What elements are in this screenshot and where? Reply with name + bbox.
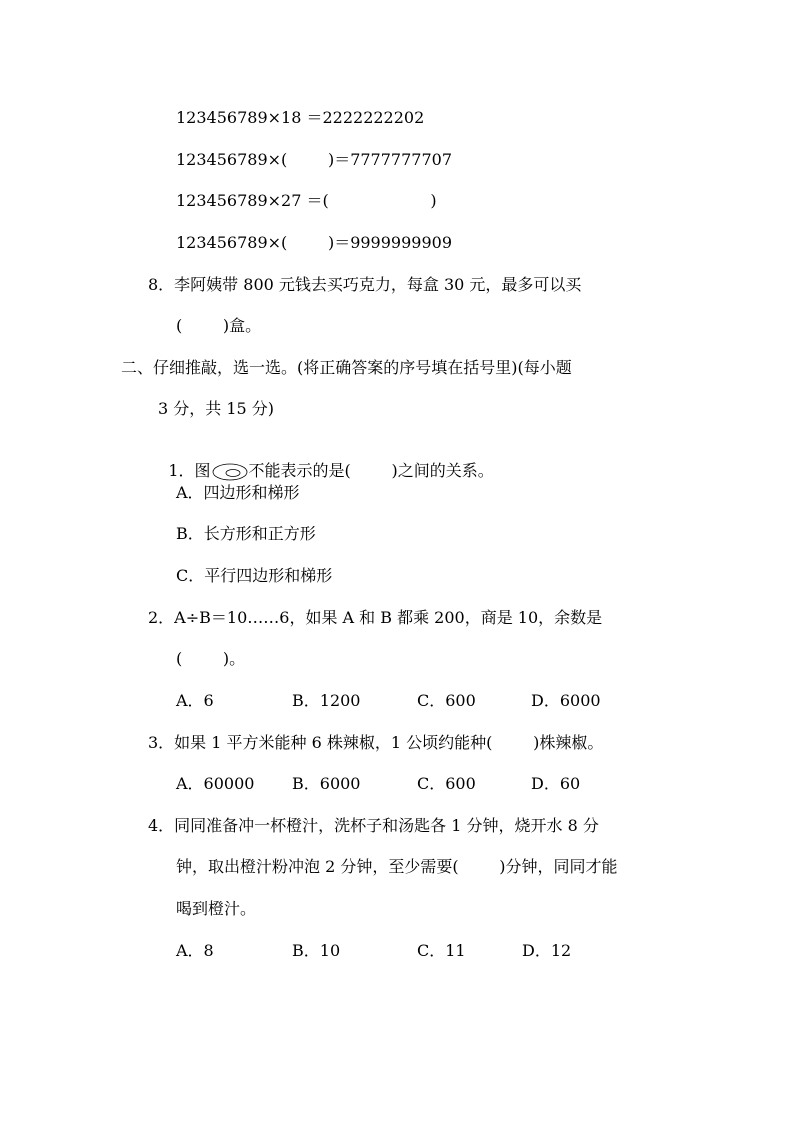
equation-1: 123456789×18 ＝2222222202 [176,108,425,127]
question-4-option-d: D．12 [522,941,572,960]
question-1-option-a: A．四边形和梯形 [176,483,300,502]
question-4-option-c: C．11 [417,941,466,960]
question-3-option-d: D．60 [531,774,581,793]
section-2-heading-cont: 3 分，共 15 分) [158,399,275,418]
question-2-option-a: A．6 [176,691,214,710]
question-3-option-a: A．60000 [176,774,255,793]
question-4-line-1: 4．同同准备冲一杯橙汁，洗杯子和汤匙各 1 分钟，烧开水 8 分 [148,816,599,835]
question-3-line-1: 3．如果 1 平方米能种 6 株辣椒，1 公顷约能种( )株辣椒。 [148,733,604,752]
question-8-line-1: 8．李阿姨带 800 元钱去买巧克力，每盒 30 元，最多可以买 [148,275,582,294]
question-4-line-2: 钟，取出橙汁粉冲泡 2 分钟，至少需要( )分钟，同同才能 [176,857,618,876]
question-3-option-b: B．6000 [292,774,361,793]
question-2-option-d: D．6000 [531,691,601,710]
equation-2: 123456789×( )＝7777777707 [176,150,452,169]
question-4-option-a: A．8 [176,941,214,960]
question-2-line-1: 2．A÷B＝10……6，如果 A 和 B 都乘 200，商是 10，余数是 [148,608,603,627]
question-2-option-c: C．600 [417,691,476,710]
question-2-line-2: ( )。 [176,649,246,668]
question-2-option-b: B．1200 [292,691,361,710]
question-1-prefix: 1．图 [168,461,211,480]
equation-4: 123456789×( )＝9999999909 [176,233,452,252]
section-2-heading: 二、仔细推敲，选一选。(将正确答案的序号填在括号里)(每小题 [121,358,572,377]
question-1-option-b: B．长方形和正方形 [176,524,316,543]
question-3-option-c: C．600 [417,774,476,793]
question-1-suffix: 不能表示的是( )之间的关系。 [248,461,494,480]
question-8-line-2: ( )盒。 [176,316,262,335]
equation-3: 123456789×27 ＝( ) [176,191,437,210]
question-1-stem [148,441,494,480]
question-4-option-b: B．10 [292,941,341,960]
question-1-option-c: C．平行四边形和梯形 [176,566,333,585]
nested-ellipses-icon [212,463,248,481]
question-4-line-3: 喝到橙汁。 [176,899,257,918]
